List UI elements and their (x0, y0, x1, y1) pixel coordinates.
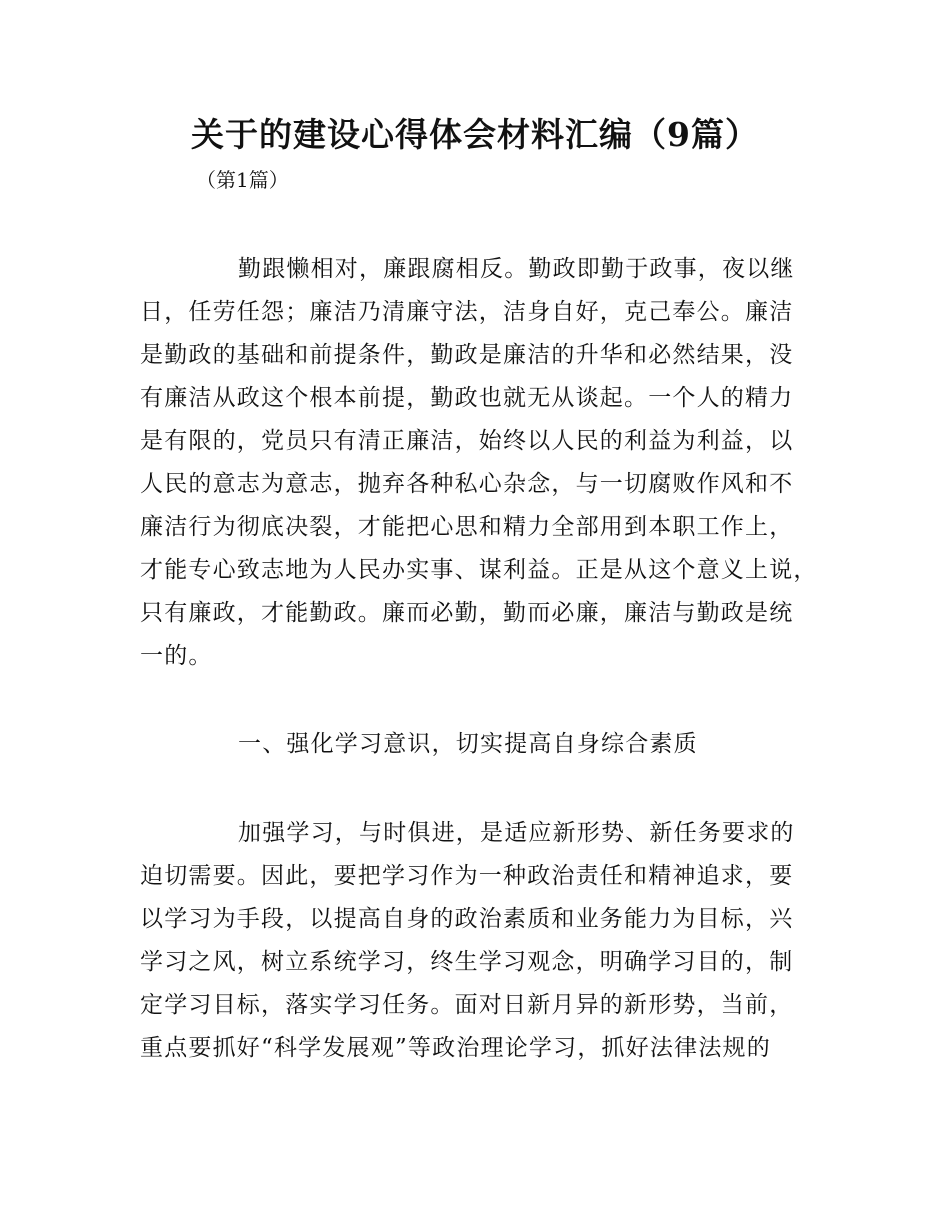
document-subtitle: （第1篇） (196, 168, 289, 192)
paragraph-line: 重点要抓好“科学发展观”等政治理论学习，抓好法律法规的 (140, 1035, 771, 1061)
paragraph-line: 是勤政的基础和前提条件，勤政是廉洁的升华和必然结果，没 (140, 342, 794, 368)
paragraph-line: 迫切需要。因此，要把学习作为一种政治责任和精神追求，要 (140, 863, 794, 889)
paragraph-line: 加强学习，与时俱进，是适应新形势、新任务要求的 (238, 820, 795, 846)
paragraph-line: 只有廉政，才能勤政。廉而必勤，勤而必廉，廉洁与勤政是统 (140, 600, 794, 626)
section-heading-text: 一、强化学习意识，切实提高自身综合素质 (238, 731, 698, 757)
paragraph-line: 一的。 (140, 643, 213, 669)
paragraph-line: 以学习为手段，以提高自身的政治素质和业务能力为目标，兴 (140, 906, 794, 932)
paragraph-line: 有廉洁从政这个根本前提，勤政也就无从谈起。一个人的精力 (140, 385, 794, 411)
paragraph-line: 日，任劳任怨；廉洁乃清廉守法，洁身自好，克己奉公。廉洁 (140, 299, 794, 325)
document-title: 关于的建设心得体会材料汇编（9篇） (191, 115, 759, 154)
paragraph-line: 勤跟懒相对，廉跟腐相反。勤政即勤于政事，夜以继 (238, 256, 795, 282)
paragraph-2 (140, 812, 830, 1070)
paragraph-line: 是有限的，党员只有清正廉洁，始终以人民的利益为利益，以 (140, 428, 794, 454)
paragraph-1 (140, 248, 830, 678)
paragraph-line: 定学习目标，落实学习任务。面对日新月异的新形势，当前， (140, 992, 794, 1018)
paragraph-line: 廉洁行为彻底决裂，才能把心思和精力全部用到本职工作上， (140, 514, 794, 540)
section-heading (140, 723, 830, 766)
paragraph-line: 才能专心致志地为人民办实事、谋利益。正是从这个意义上说， (140, 557, 818, 583)
paragraph-line: 人民的意志为意志，抛弃各种私心杂念，与一切腐败作风和不 (140, 471, 794, 497)
paragraph-line: 学习之风，树立系统学习，终生学习观念，明确学习目的，制 (140, 949, 794, 975)
